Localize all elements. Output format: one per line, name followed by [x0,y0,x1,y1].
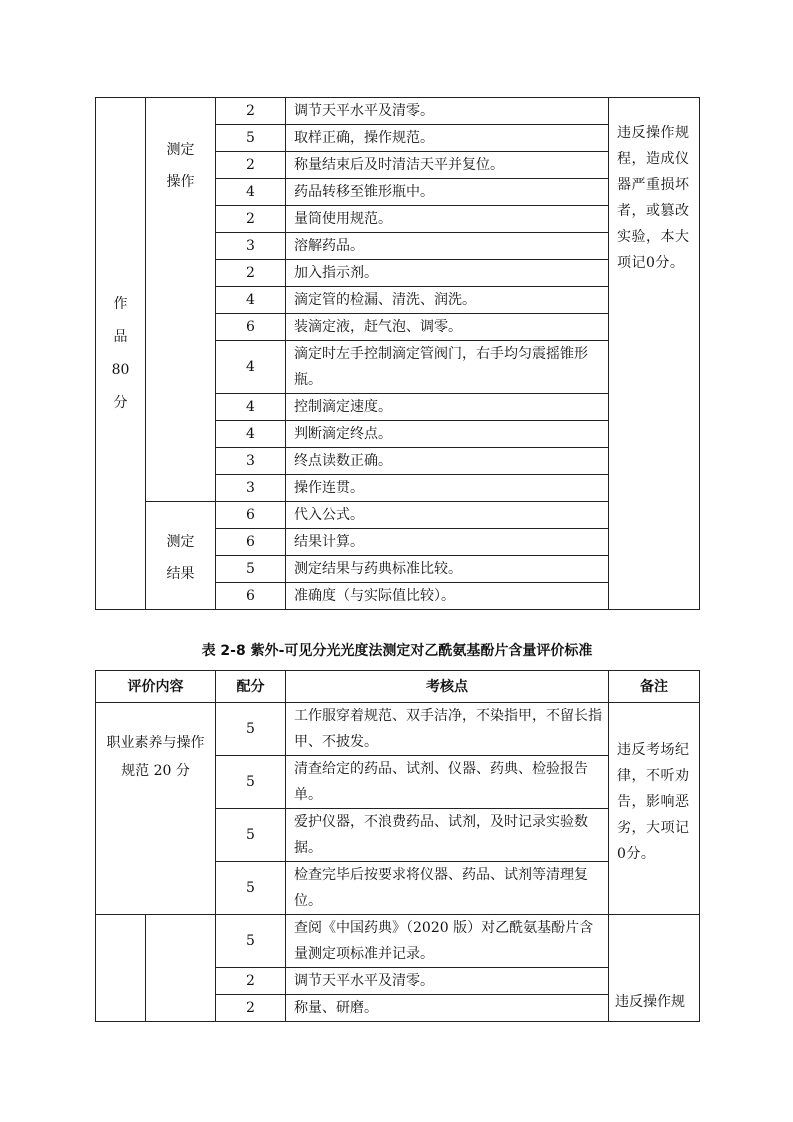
sub-measure-result-label: 测定 结果 [166,533,195,582]
item-cell: 代入公式。 [286,502,609,529]
score-cell: 5 [216,915,286,968]
item-cell: 检查完毕后按要求将仪器、药品、试剂等清理复位。 [286,862,609,915]
score-cell: 3 [216,233,286,260]
item-cell: 判断滴定终点。 [286,421,609,448]
header-note: 备注 [609,671,700,703]
item-cell: 滴定管的检漏、清洗、润洗。 [286,287,609,314]
item-cell: 量筒使用规范。 [286,206,609,233]
item-cell: 药品转移至锥形瓶中。 [286,179,609,206]
note-discipline-violation [609,703,700,915]
header-point: 考核点 [286,671,609,703]
note-operation-violation [609,98,700,610]
section-works-empty [96,915,146,1022]
note-text: 违反考场纪律，不听劝告，影响恶劣，大项记0分。 [617,742,690,862]
table-uv-scoring [95,670,700,1022]
score-cell: 6 [216,502,286,529]
item-cell: 取样正确，操作规范。 [286,125,609,152]
item-cell: 称量结束后及时清洁天平并复位。 [286,152,609,179]
item-cell: 调节天平水平及清零。 [286,98,609,125]
score-cell: 2 [216,995,286,1022]
score-cell: 2 [216,260,286,287]
header-content: 评价内容 [96,671,216,703]
score-cell: 2 [216,98,286,125]
note-operation-violation [609,915,700,1022]
score-cell: 6 [216,583,286,610]
section-professional [96,703,216,915]
item-cell: 爱护仪器，不浪费药品、试剂，及时记录实验数据。 [286,809,609,862]
score-cell: 5 [216,703,286,756]
header-score: 配分 [216,671,286,703]
score-cell: 5 [216,862,286,915]
score-cell: 5 [216,756,286,809]
note-text: 违反操作规 [615,994,685,1010]
item-cell: 控制滴定速度。 [286,394,609,421]
item-cell: 操作连贯。 [286,475,609,502]
score-cell: 6 [216,529,286,556]
item-cell: 调节天平水平及清零。 [286,968,609,995]
item-cell: 称量、研磨。 [286,995,609,1022]
sub-measure-result [146,502,216,610]
score-cell: 5 [216,809,286,862]
item-cell: 测定结果与药典标准比较。 [286,556,609,583]
section-professional-label: 职业素养与操作规范 20 分 [106,735,205,779]
sub-measure-operation-label: 测定 操作 [166,142,195,190]
note-text: 违反操作规程，造成仪器严重损坏者，或篡改实验，本大项记0分。 [617,125,690,271]
score-cell: 5 [216,556,286,583]
score-cell: 4 [216,341,286,394]
item-cell: 结果计算。 [286,529,609,556]
section-works-80 [96,98,146,610]
item-cell: 溶解药品。 [286,233,609,260]
sub-empty [146,915,216,1022]
item-cell: 终点读数正确。 [286,448,609,475]
score-cell: 2 [216,968,286,995]
item-cell: 查阅《中国药典》（2020 版）对乙酰氨基酚片含量测定项标准并记录。 [286,915,609,968]
score-cell: 4 [216,421,286,448]
score-cell: 3 [216,475,286,502]
score-cell: 4 [216,394,286,421]
sub-measure-operation [146,98,216,502]
score-cell: 2 [216,206,286,233]
score-cell: 6 [216,314,286,341]
item-cell: 加入指示剂。 [286,260,609,287]
table-caption: 表 2-8 紫外-可见分光光度法测定对乙酰氨基酚片含量评价标准 [201,643,593,659]
score-cell: 3 [216,448,286,475]
item-cell: 清查给定的药品、试剂、仪器、药典、检验报告单。 [286,756,609,809]
item-cell: 工作服穿着规范、双手洁净，不染指甲，不留长指甲、不披发。 [286,703,609,756]
score-cell: 4 [216,287,286,314]
item-cell: 准确度（与实际值比较）。 [286,583,609,610]
table-works-scoring [95,97,700,610]
score-cell: 2 [216,152,286,179]
score-cell: 5 [216,125,286,152]
item-cell: 滴定时左手控制滴定管阀门，右手均匀震摇锥形瓶。 [286,341,609,394]
section-works-label: 作 品 80 分 [111,295,130,411]
score-cell: 4 [216,179,286,206]
item-cell: 装滴定液，赶气泡、调零。 [286,314,609,341]
